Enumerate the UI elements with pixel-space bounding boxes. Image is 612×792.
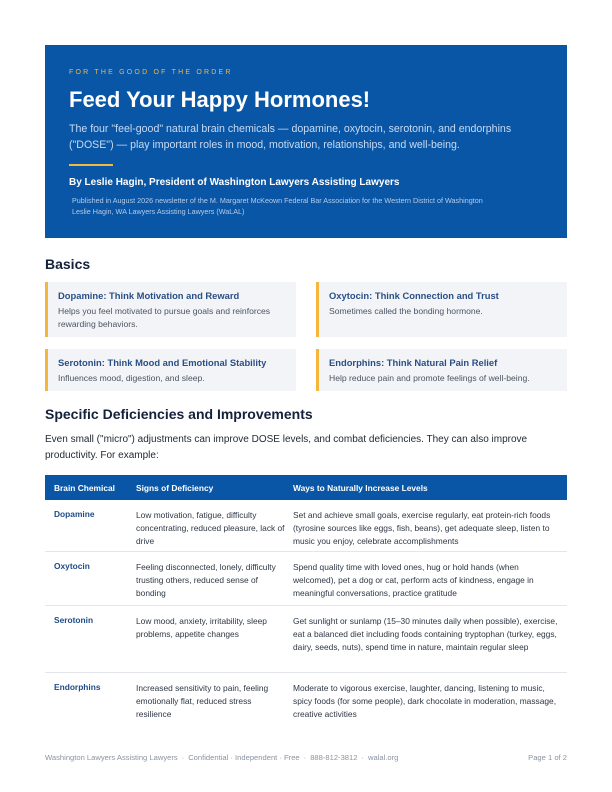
card-text: Helps you feel motivated to pursue goals and reinforces rewarding behaviors.: [58, 306, 271, 329]
card-title: Endorphins: Think Natural Pain Relief: [329, 357, 498, 368]
basics-card-serotonin: [45, 349, 296, 391]
card-text: Help reduce pain and promote feelings of well-being.: [329, 373, 530, 383]
publication-note: [69, 195, 543, 217]
basics-card-oxytocin: [316, 282, 567, 337]
page-number: Page 1 of 2: [528, 753, 567, 762]
basics-heading: Basics: [45, 256, 91, 272]
dose-table: [45, 475, 567, 724]
table-header: [45, 475, 567, 500]
deficiency-signs: Increased sensitivity to pain, feeling emotionally flat, reduced stress resilience: [136, 683, 269, 719]
basics-card-endorphins: [316, 349, 567, 391]
card-title: Dopamine: Think Motivation and Reward: [58, 290, 240, 301]
deficiencies-heading: Specific Deficiencies and Improvements: [45, 406, 313, 422]
card-text: Influences mood, digestion, and sleep.: [58, 373, 205, 383]
footer-separator: ·: [303, 753, 307, 762]
footer-site: walal.org: [368, 753, 399, 762]
page-subtitle: The four "feel-good" natural brain chemicals — dopamine, oxytocin, serotonin, and endorphins ("DOSE") — play important roles in mood, motivation, relationships, and well-being.: [69, 123, 512, 151]
footer-phone: 888-812-3812: [310, 753, 358, 762]
table-row: [45, 606, 567, 673]
hero-banner: [45, 45, 567, 238]
column-header: Signs of Deficiency: [136, 483, 214, 493]
chemical-name: Oxytocin: [54, 561, 90, 571]
footer-info: [45, 753, 398, 762]
footer-separator: ·: [361, 753, 365, 762]
table-row: [45, 500, 567, 552]
increase-methods: Set and achieve small goals, exercise regularly, eat protein-rich foods (tyrosine sources like eggs, fish, beans), get adequate sleep, listen to music you enjoy, celebrate accomplishments: [293, 510, 551, 546]
card-text: Sometimes called the bonding hormone.: [329, 306, 483, 316]
publication-line: Published in August 2026 newsletter of the M. Margaret McKeown Federal Bar Association for the Western District of Washington: [72, 196, 483, 205]
author-byline: By Leslie Hagin, President of Washington Lawyers Assisting Lawyers: [69, 177, 400, 188]
table-row: [45, 673, 567, 724]
card-title: Serotonin: Think Mood and Emotional Stability: [58, 357, 267, 368]
footer-org: Washington Lawyers Assisting Lawyers: [45, 753, 178, 762]
card-title: Oxytocin: Think Connection and Trust: [329, 290, 499, 301]
basics-card-dopamine: [45, 282, 296, 337]
increase-methods: Spend quality time with loved ones, hug or hold hands (when welcomed), pet a dog or cat, perform acts of kindness, engage in meaningful conversations, practice gratitude: [293, 562, 534, 598]
chemical-name: Serotonin: [54, 615, 94, 625]
deficiency-signs: Low motivation, fatigue, difficulty concentrating, reduced pleasure, lack of drive: [136, 510, 285, 546]
footer-separator: ·: [181, 753, 185, 762]
deficiencies-intro: Even small ("micro") adjustments can improve DOSE levels, and combat deficiencies. They can also improve productivity. For example:: [45, 434, 528, 461]
chemical-name: Endorphins: [54, 682, 101, 692]
accent-rule: [69, 164, 113, 166]
section-kicker: FOR THE GOOD OF THE ORDER: [69, 69, 233, 76]
column-header: Brain Chemical: [54, 483, 115, 493]
table-row: [45, 552, 567, 606]
footer-tags: Confidential · Independent · Free: [188, 753, 300, 762]
deficiency-signs: Low mood, anxiety, irritability, sleep problems, appetite changes: [136, 616, 267, 639]
page-title: Feed Your Happy Hormones!: [69, 87, 371, 112]
increase-methods: Get sunlight or sunlamp (15–30 minutes daily when possible), exercise, eat a balanced diet including foods containing tryptophan (turkey, eggs, dairy, seeds, nuts), spend time in nature, maintain regular sleep: [293, 616, 558, 652]
chemical-name: Dopamine: [54, 509, 95, 519]
increase-methods: Moderate to vigorous exercise, laughter, dancing, listening to music, spicy foods (for some people), dark chocolate in moderation, massage, creative activities: [293, 683, 557, 719]
publication-line: Leslie Hagin, WA Lawyers Assisting Lawyers (WaLAL): [72, 207, 245, 216]
deficiency-signs: Feeling disconnected, lonely, difficulty trusting others, reduced sense of bonding: [136, 562, 276, 598]
column-header: Ways to Naturally Increase Levels: [293, 483, 428, 493]
